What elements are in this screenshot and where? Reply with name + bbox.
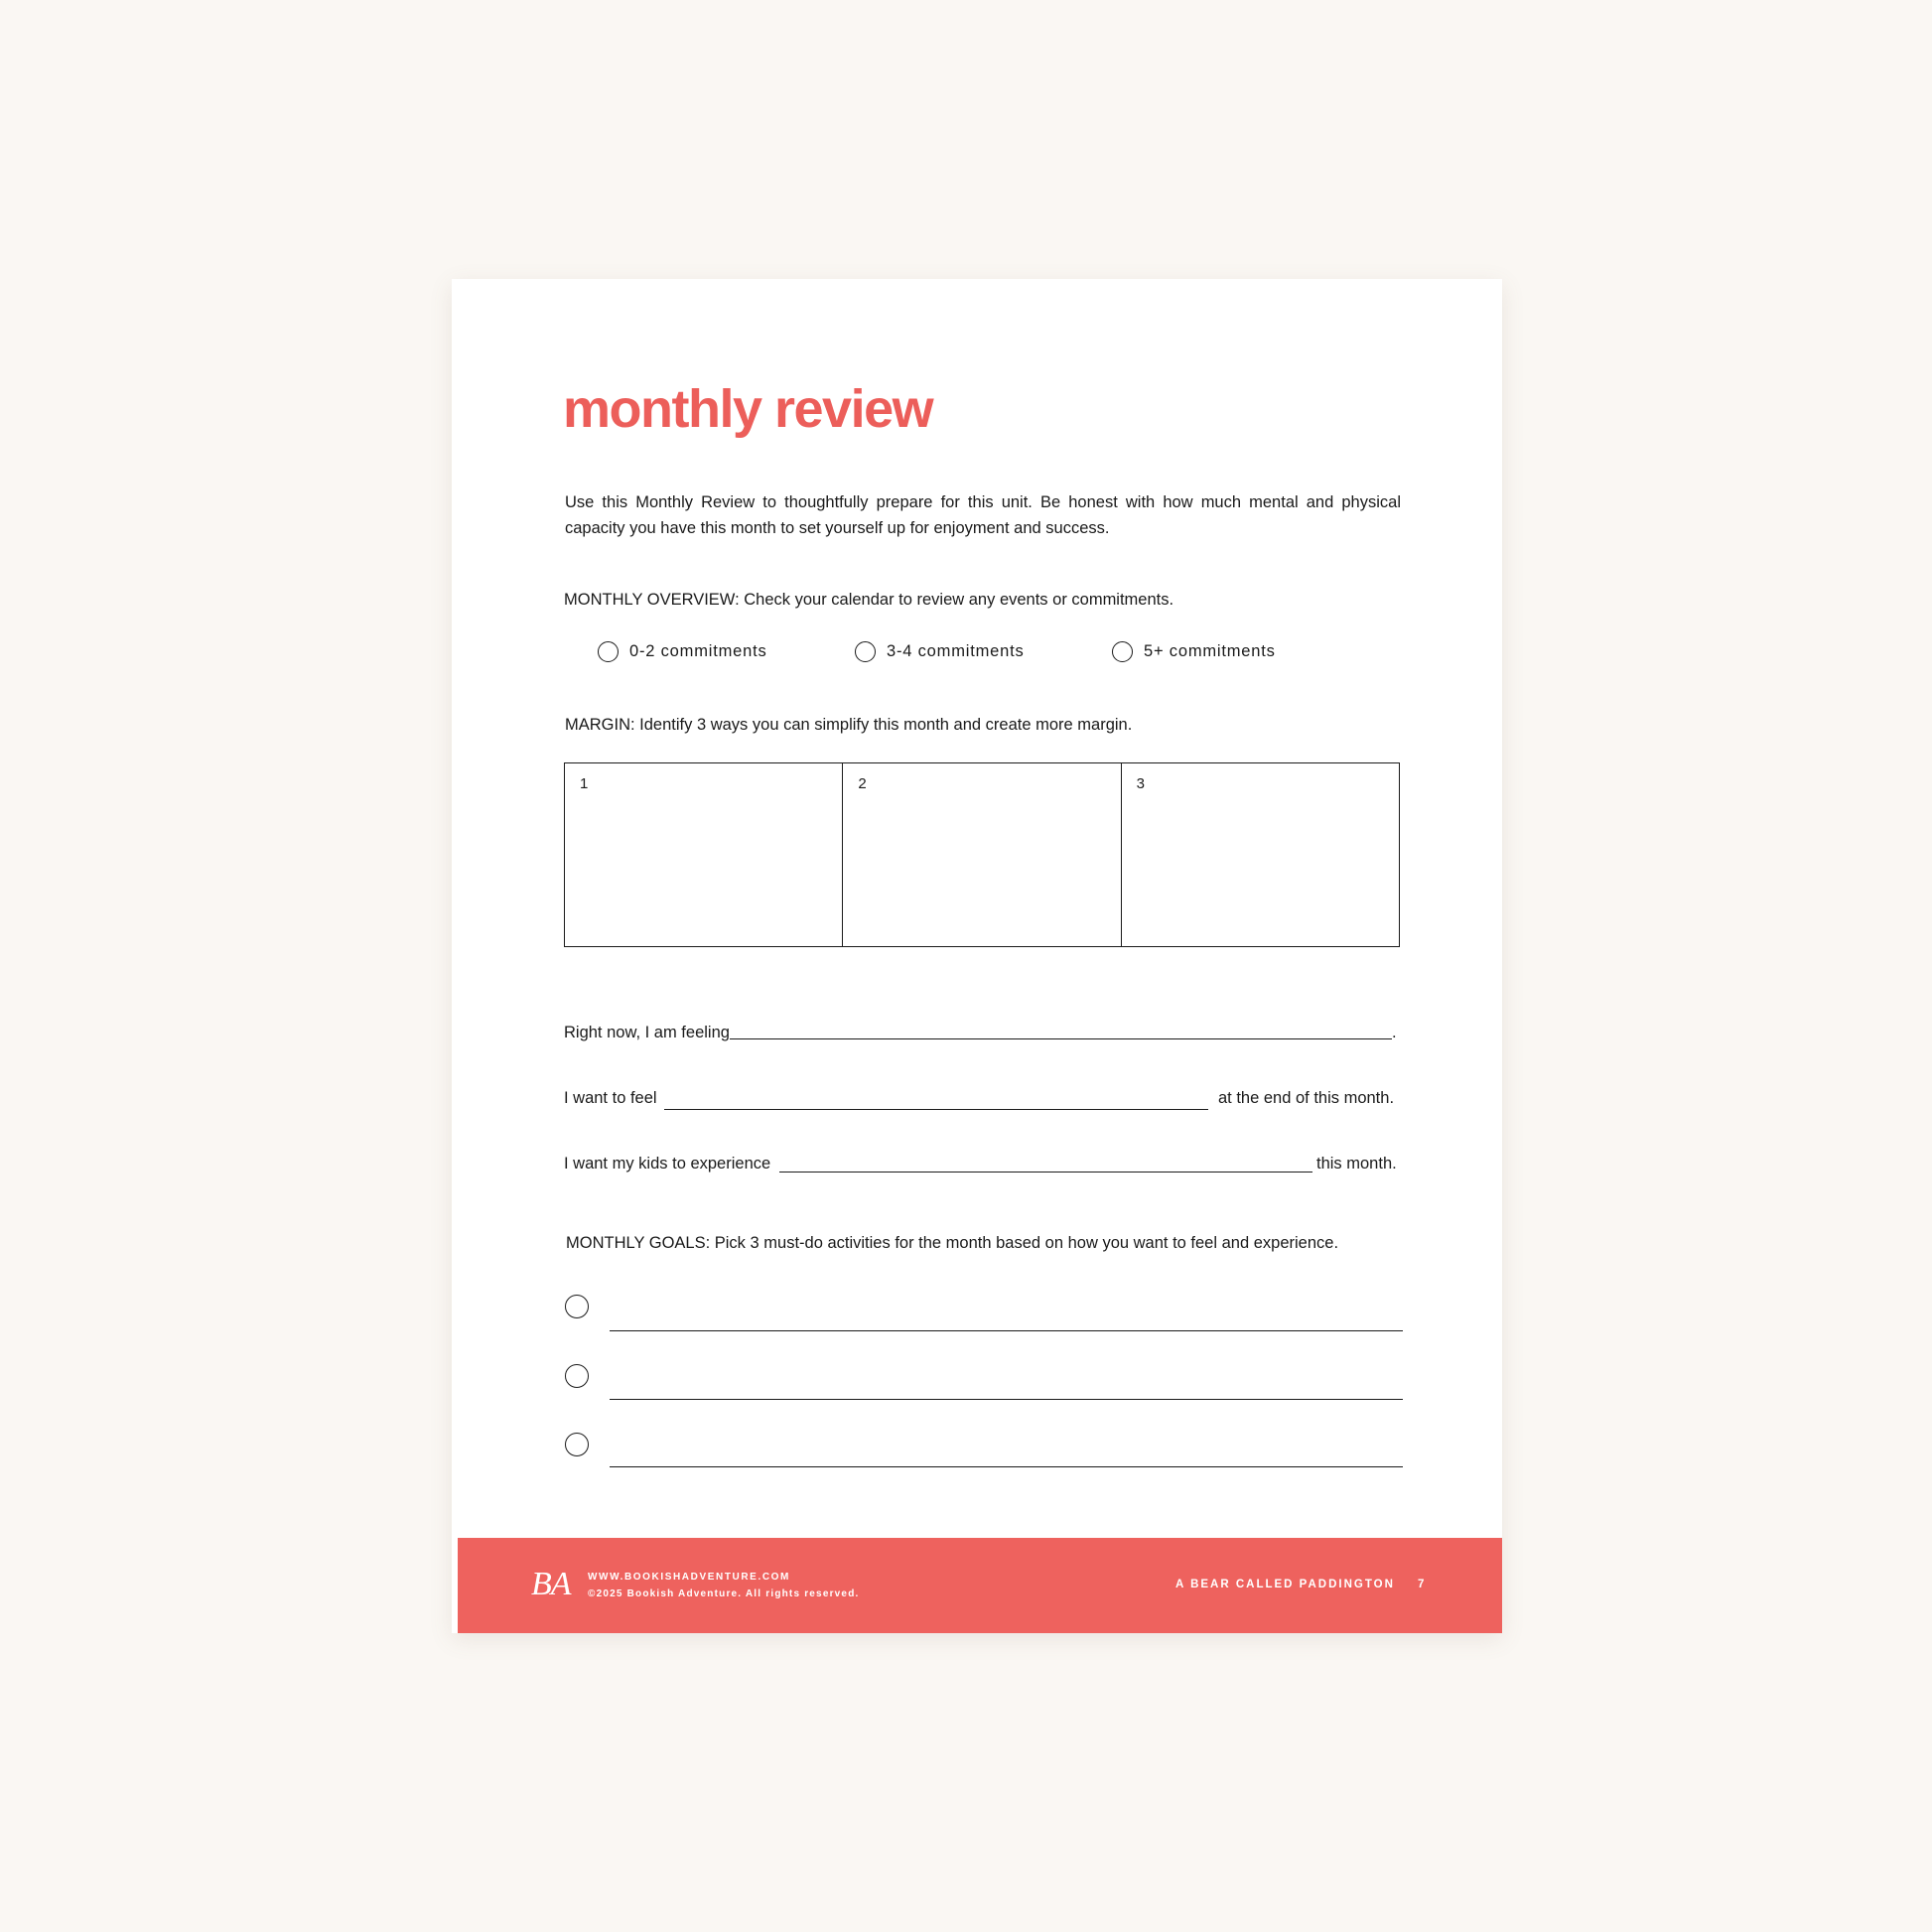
worksheet-page	[452, 279, 1502, 1633]
goals-label: MONTHLY GOALS: Pick 3 must-do activities for the month based on how you want to feel and experience.	[566, 1234, 1339, 1252]
margin-box-3[interactable]	[1121, 763, 1399, 946]
goal-checkbox-circle-icon[interactable]	[565, 1364, 589, 1388]
goal-line-1[interactable]	[610, 1330, 1403, 1331]
box-number: 3	[1136, 775, 1145, 792]
option-0-2-commitments[interactable]	[598, 641, 767, 662]
footer-book-title: A BEAR CALLED PADDINGTON	[1175, 1579, 1395, 1590]
option-5-plus-commitments[interactable]	[1112, 641, 1276, 662]
box-number: 1	[580, 775, 589, 792]
feeling-now-suffix: .	[1392, 1024, 1397, 1041]
kids-experience-prefix: I want my kids to experience	[564, 1155, 771, 1173]
overview-label: MONTHLY OVERVIEW: Check your calendar to review any events or commitments.	[564, 591, 1174, 609]
kids-experience-blank[interactable]	[779, 1172, 1312, 1173]
footer-copyright: ©2025 Bookish Adventure. All rights reserved.	[588, 1588, 860, 1599]
margin-box-2[interactable]	[842, 763, 1120, 946]
feeling-now-blank[interactable]	[730, 1038, 1392, 1039]
radio-circle-icon[interactable]	[1112, 641, 1133, 662]
footer-url[interactable]: WWW.BOOKISHADVENTURE.COM	[588, 1572, 790, 1583]
margin-label: MARGIN: Identify 3 ways you can simplify this month and create more margin.	[565, 716, 1133, 734]
margin-box-1[interactable]	[565, 763, 842, 946]
feel-end-prefix: I want to feel	[564, 1089, 657, 1107]
margin-boxes	[564, 762, 1400, 947]
goal-line-2[interactable]	[610, 1399, 1403, 1400]
goal-checkbox-circle-icon[interactable]	[565, 1295, 589, 1318]
goal-checkbox-circle-icon[interactable]	[565, 1433, 589, 1456]
radio-circle-icon[interactable]	[598, 641, 619, 662]
page-title: monthly review	[563, 379, 933, 439]
box-number: 2	[858, 775, 867, 792]
page-footer	[458, 1538, 1502, 1633]
feeling-now-prefix: Right now, I am feeling	[564, 1024, 730, 1041]
kids-experience-suffix: this month.	[1316, 1155, 1397, 1173]
page-number: 7	[1418, 1579, 1425, 1590]
goal-line-3[interactable]	[610, 1466, 1403, 1467]
option-3-4-commitments[interactable]	[855, 641, 1025, 662]
option-label: 5+ commitments	[1144, 642, 1276, 660]
intro-paragraph: Use this Monthly Review to thoughtfully prepare for this unit. Be honest with how much mental and physical capacity you have this month to set yourself up for enjoyment and success.	[565, 493, 1401, 537]
brand-logo: BA	[531, 1566, 571, 1602]
feel-end-suffix: at the end of this month.	[1218, 1089, 1395, 1107]
option-label: 3-4 commitments	[887, 642, 1025, 660]
radio-circle-icon[interactable]	[855, 641, 876, 662]
option-label: 0-2 commitments	[629, 642, 767, 660]
feel-end-blank[interactable]	[664, 1109, 1208, 1110]
